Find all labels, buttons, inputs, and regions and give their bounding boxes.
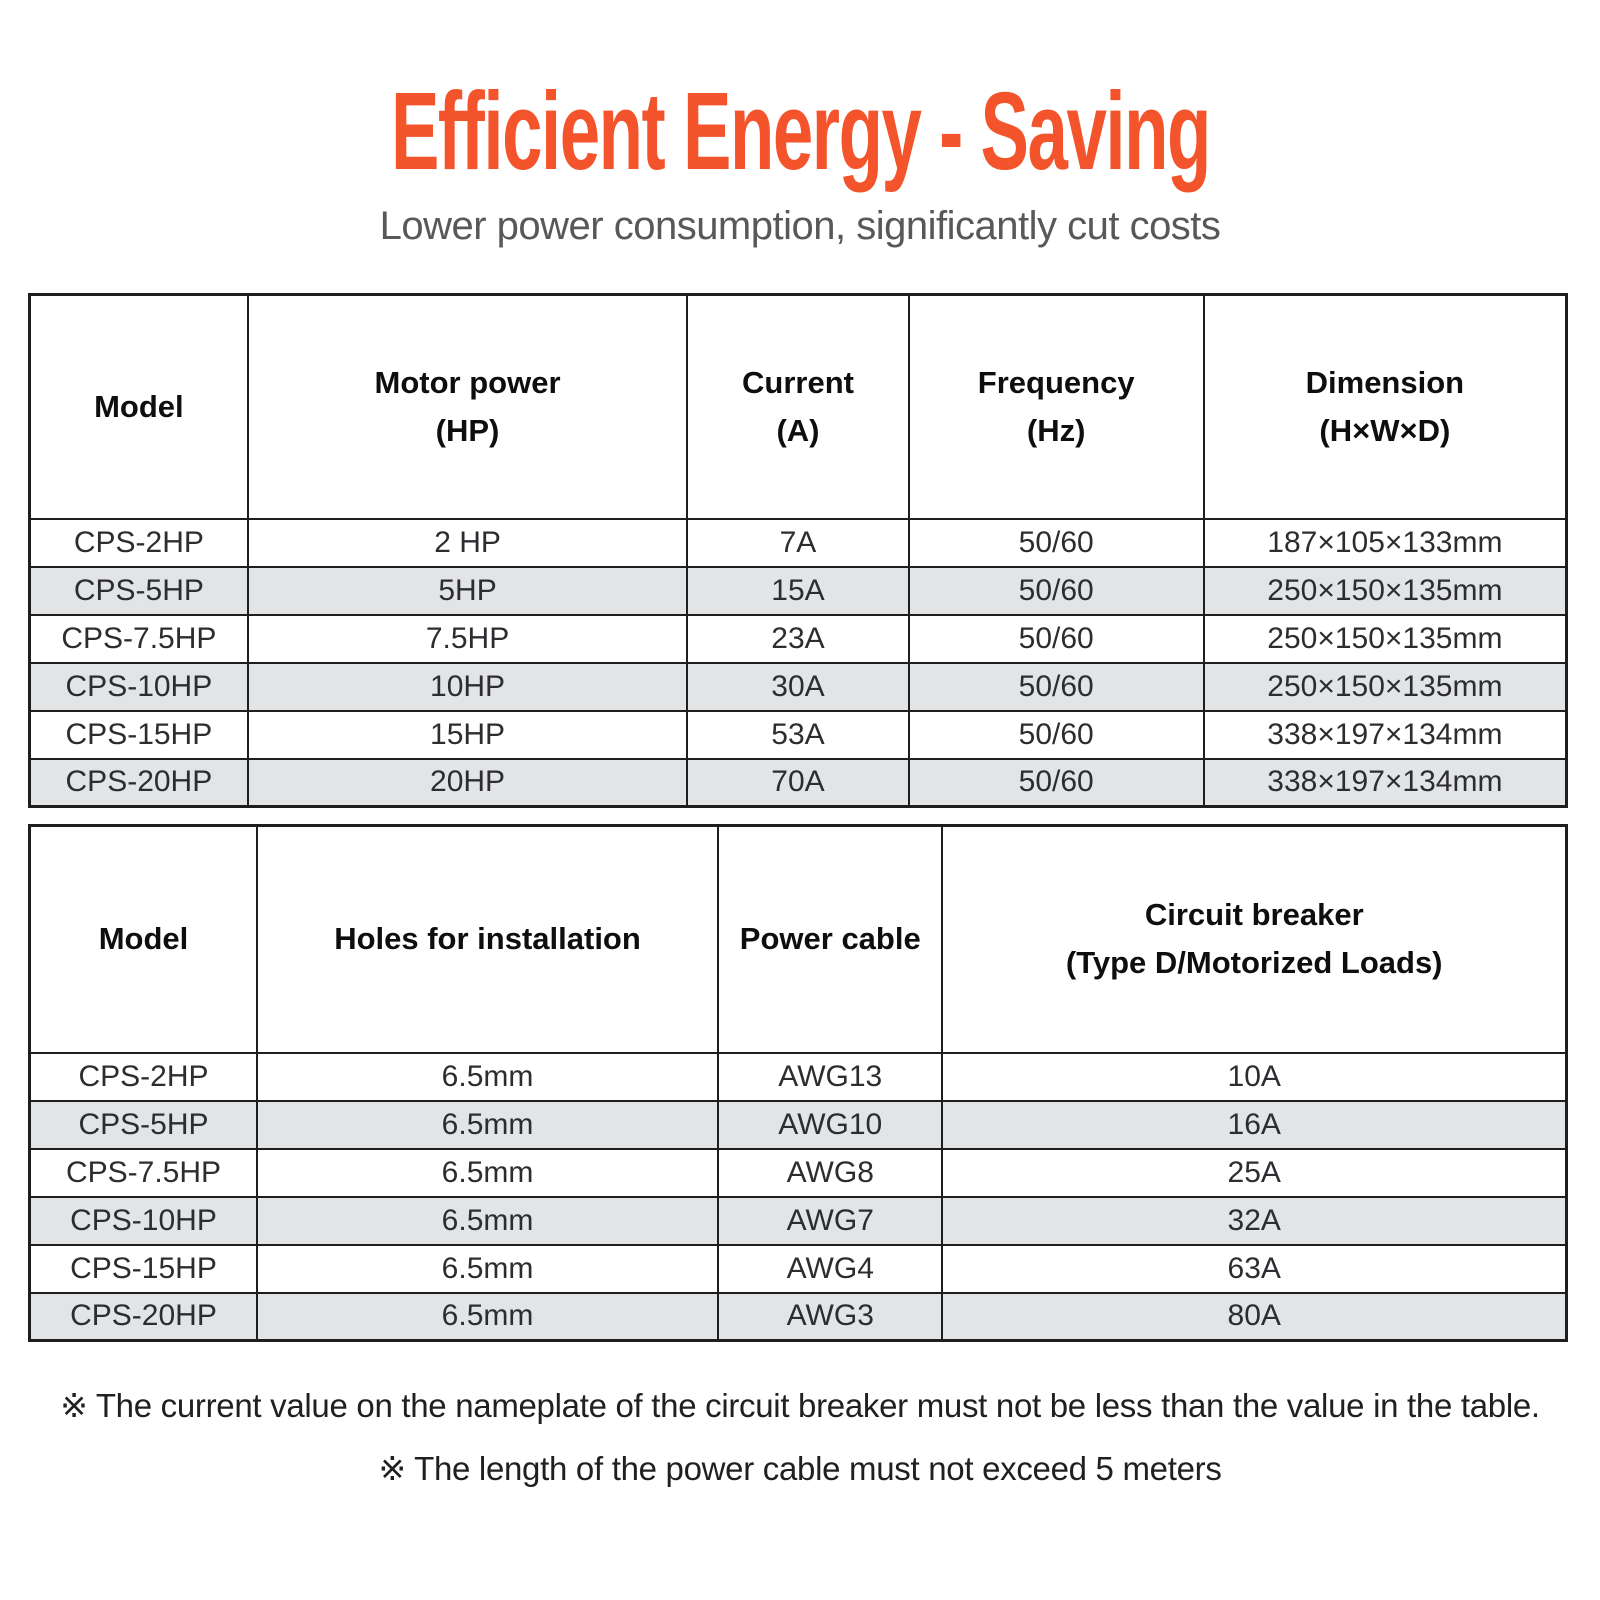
- table-cell: CPS-5HP: [30, 567, 248, 615]
- header-current: Current (A): [687, 295, 908, 519]
- table-cell: CPS-2HP: [30, 519, 248, 567]
- table-cell: 10A: [942, 1053, 1566, 1101]
- electrical-spec-table: [28, 293, 1568, 808]
- table-cell: CPS-10HP: [30, 1197, 257, 1245]
- table-cell: 63A: [942, 1245, 1566, 1293]
- table-cell: 7.5HP: [248, 615, 688, 663]
- table-body: [30, 519, 1567, 807]
- table-cell: 16A: [942, 1101, 1566, 1149]
- table-header: [30, 295, 1567, 519]
- table-row-cps-15hp: [30, 1245, 1567, 1293]
- table-header: [30, 826, 1567, 1053]
- table-cell: CPS-20HP: [30, 759, 248, 807]
- table-cell: CPS-7.5HP: [30, 1149, 257, 1197]
- table-cell: AWG7: [718, 1197, 942, 1245]
- table-row-cps-20hp: [30, 759, 1567, 807]
- table-cell: AWG4: [718, 1245, 942, 1293]
- table-cell: 50/60: [909, 615, 1204, 663]
- page-title-text: Efficient Energy - Saving: [390, 70, 1210, 193]
- footnote-circuit-breaker: ※ The current value on the nameplate of the circuit breaker must not be less than the value in the table.: [60, 1387, 1540, 1425]
- page-subtitle: Lower power consumption, significantly cut costs: [379, 204, 1221, 249]
- header-frequency: Frequency (Hz): [909, 295, 1204, 519]
- table-cell: 50/60: [909, 519, 1204, 567]
- table-row-cps-10hp: [30, 1197, 1567, 1245]
- table-cell: 6.5mm: [257, 1149, 718, 1197]
- table-cell: 6.5mm: [257, 1101, 718, 1149]
- table-cell: 20HP: [248, 759, 688, 807]
- table-cell: 187×105×133mm: [1204, 519, 1567, 567]
- table-cell: 30A: [687, 663, 908, 711]
- header-power-cable: Power cable: [718, 826, 942, 1053]
- table-cell: 50/60: [909, 663, 1204, 711]
- header-motor-power: Motor power (HP): [248, 295, 688, 519]
- table-row-cps-2hp: [30, 519, 1567, 567]
- table-row-cps-15hp: [30, 711, 1567, 759]
- table-cell: 23A: [687, 615, 908, 663]
- table-row-cps-7-5hp: [30, 615, 1567, 663]
- table-cell: CPS-20HP: [30, 1293, 257, 1341]
- table-cell: 50/60: [909, 759, 1204, 807]
- table-cell: 338×197×134mm: [1204, 711, 1567, 759]
- header-row: [30, 826, 1567, 1053]
- table-cell: AWG3: [718, 1293, 942, 1341]
- footnotes: [0, 1384, 1600, 1491]
- table-cell: 6.5mm: [257, 1293, 718, 1341]
- table-cell: 250×150×135mm: [1204, 567, 1567, 615]
- page-title: [0, 0, 1600, 193]
- table-cell: 250×150×135mm: [1204, 615, 1567, 663]
- table-body: [30, 1053, 1567, 1341]
- table-cell: 50/60: [909, 567, 1204, 615]
- header-circuit-breaker: Circuit breaker (Type D/Motorized Loads): [942, 826, 1566, 1053]
- table-cell: 10HP: [248, 663, 688, 711]
- header-model: Model: [30, 295, 248, 519]
- table-cell: 2 HP: [248, 519, 688, 567]
- table-cell: CPS-5HP: [30, 1101, 257, 1149]
- table-cell: AWG13: [718, 1053, 942, 1101]
- header-model: Model: [30, 826, 257, 1053]
- header-dimension: Dimension (H×W×D): [1204, 295, 1567, 519]
- table-cell: 6.5mm: [257, 1245, 718, 1293]
- table-cell: 70A: [687, 759, 908, 807]
- table-cell: 6.5mm: [257, 1197, 718, 1245]
- table-cell: 250×150×135mm: [1204, 663, 1567, 711]
- header-row: [30, 295, 1567, 519]
- table-row-cps-2hp: [30, 1053, 1567, 1101]
- table-cell: 32A: [942, 1197, 1566, 1245]
- header-holes-for-installation: Holes for installation: [257, 826, 718, 1053]
- table-cell: CPS-15HP: [30, 711, 248, 759]
- table-cell: 25A: [942, 1149, 1566, 1197]
- table-cell: 80A: [942, 1293, 1566, 1341]
- table-cell: 50/60: [909, 711, 1204, 759]
- installation-spec-table: [28, 824, 1568, 1342]
- table-cell: 15HP: [248, 711, 688, 759]
- table-cell: CPS-10HP: [30, 663, 248, 711]
- table-cell: CPS-7.5HP: [30, 615, 248, 663]
- table-cell: 5HP: [248, 567, 688, 615]
- table-cell: AWG10: [718, 1101, 942, 1149]
- table-cell: 338×197×134mm: [1204, 759, 1567, 807]
- table-row-cps-5hp: [30, 567, 1567, 615]
- table-cell: 6.5mm: [257, 1053, 718, 1101]
- table-cell: AWG8: [718, 1149, 942, 1197]
- table-row-cps-20hp: [30, 1293, 1567, 1341]
- table-cell: 53A: [687, 711, 908, 759]
- footnote-cable-length: ※ The length of the power cable must not exceed 5 meters: [378, 1449, 1222, 1487]
- table-row-cps-10hp: [30, 663, 1567, 711]
- table-row-cps-7-5hp: [30, 1149, 1567, 1197]
- table-cell: CPS-2HP: [30, 1053, 257, 1101]
- table-cell: 15A: [687, 567, 908, 615]
- table-cell: CPS-15HP: [30, 1245, 257, 1293]
- table-cell: 7A: [687, 519, 908, 567]
- table-row-cps-5hp: [30, 1101, 1567, 1149]
